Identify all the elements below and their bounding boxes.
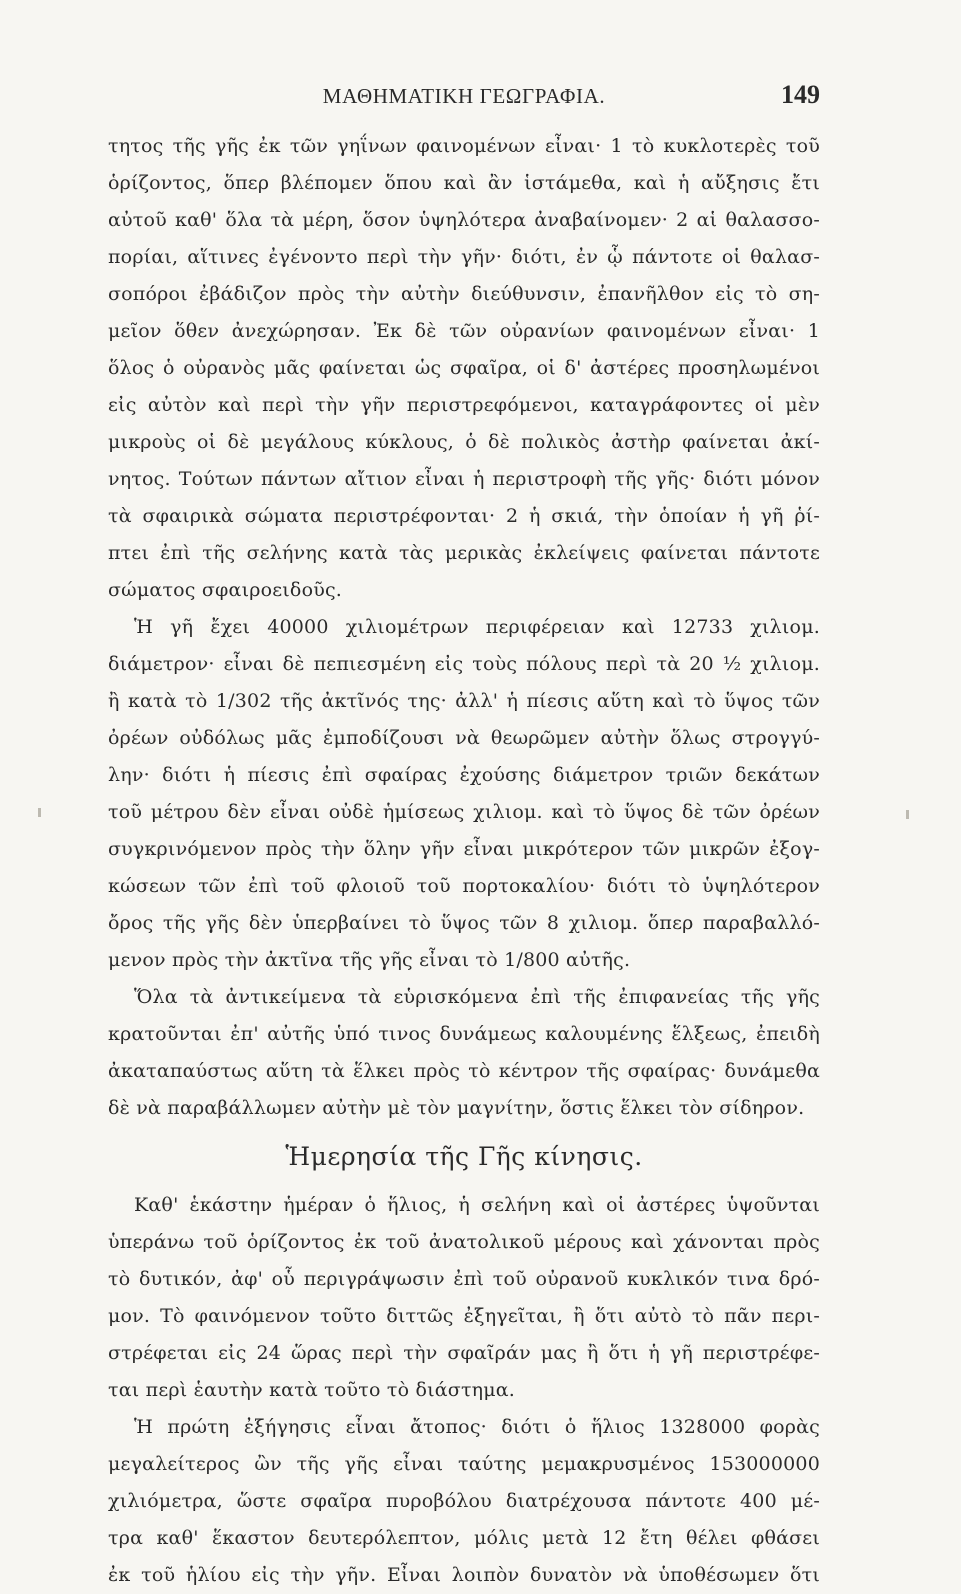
text-line: τὸ δυτικόν, ἀφ' οὗ περιγράψωσιν ἐπὶ τοῦ οὐρανοῦ κυκλικόν τινα δρό- [108,1268,820,1290]
text-line: ἀκαταπαύστως αὕτη τὰ ἕλκει πρὸς τὸ κέντρον τῆς σφαίρας· δυνάμεθα [108,1060,820,1082]
text-line: ται περὶ ἑαυτὴν κατὰ τοῦτο τὸ διάστημα. [108,1379,516,1401]
text-line: τὰ σφαιρικὰ σώματα περιστρέφονται· 2 ἡ σκιά, τὴν ὁποίαν ἡ γῆ ῥί- [108,505,820,527]
text-line: λην· διότι ἡ πίεσις ἐπὶ σφαίρας ἐχούσης διάμετρον τριῶν δεκάτων [108,764,820,786]
page-body [108,128,820,1594]
text-line: συγκρινόμενον πρὸς τὴν ὅλην γῆν εἶναι μικρότερον τῶν μικρῶν ἐξογ- [108,838,820,860]
text-line: Ὅλα τὰ ἀντικείμενα τὰ εὑρισκόμενα ἐπὶ τῆς ἐπιφανείας τῆς γῆς [134,986,820,1008]
text-line: κώσεων τῶν ἐπὶ τοῦ φλοιοῦ τοῦ πορτοκαλίου· διότι τὸ ὑψηλότερον [108,875,820,897]
text-line: σώματος σφαιροειδοῦς. [108,579,343,601]
text-line: νητος. Τούτων πάντων αἴτιον εἶναι ἡ περιστροφὴ τῆς γῆς· διότι μόνον [108,468,820,490]
text-line: μεῖον ὅθεν ἀνεχώρησαν. Ἐκ δὲ τῶν οὐρανίων φαινομένων εἶναι· 1 [108,320,820,342]
page-number: 149 [781,80,820,109]
text-line: ὁρίζοντος, ὅπερ βλέπομεν ὅπου καὶ ἂν ἱστάμεθα, καὶ ἡ αὔξησις ἔτι [108,172,820,194]
text-line: Ἡ πρώτη ἐξήγησις εἶναι ἄτοπος· διότι ὁ ἥλιος 1328000 φορὰς [134,1416,820,1438]
text-line: διάμετρον· εἶναι δὲ πεπιεσμένη εἰς τοὺς πόλους περὶ τὰ 20 ½ χιλιομ. [108,653,820,675]
text-line: στρέφεται εἰς 24 ὥρας περὶ τὴν σφαῖράν μας ἢ ὅτι ἡ γῆ περιστρέφε- [108,1342,820,1364]
text-line: ὄρος τῆς γῆς δὲν ὑπερβαίνει τὸ ὕψος τῶν 8 χιλιομ. ὅπερ παραβαλλό- [108,912,820,934]
text-line: σοπόροι ἐβάδιζον πρὸς τὴν αὐτὴν διεύθυνσιν, ἐπανῆλθον εἰς τὸ ση- [108,283,820,305]
text-line: ὀρέων οὐδόλως μᾶς ἐμποδίζουσι νὰ θεωρῶμεν αὐτὴν ὅλως στρογγύ- [108,727,820,749]
page-header [108,80,820,120]
text-line: τοῦ μέτρου δὲν εἶναι οὐδὲ ἡμίσεως χιλιομ. καὶ τὸ ὕψος δὲ τῶν ὀρέων [108,801,820,823]
text-line: ὅλος ὁ οὐρανὸς μᾶς φαίνεται ὡς σφαῖρα, οἱ δ' ἀστέρες προσηλωμένοι [108,357,820,379]
text-line: αὐτοῦ καθ' ὅλα τὰ μέρη, ὅσον ὑψηλότερα ἀναβαίνομεν· 2 αἱ θαλασσο- [108,209,820,231]
text-line: μον. Τὸ φαινόμενον τοῦτο διττῶς ἐξηγεῖται, ἢ ὅτι αὐτὸ τὸ πᾶν περι- [108,1305,820,1327]
text-line: ὑπεράνω τοῦ ὁρίζοντος ἐκ τοῦ ἀνατολικοῦ μέρους καὶ χάνονται πρὸς [108,1231,820,1253]
text-line: χιλιόμετρα, ὥστε σφαῖρα πυροβόλου διατρέχουσα πάντοτε 400 μέ- [108,1490,820,1512]
margin-speck [38,808,41,817]
text-line: εἰς αὐτὸν καὶ περὶ τὴν γῆν περιστρεφόμενοι, καταγράφοντες οἱ μὲν [108,394,820,416]
text-line: δὲ νὰ παραβάλλωμεν αὐτὴν μὲ τὸν μαγνίτην, ὅστις ἕλκει τὸν σίδηρον. [108,1097,805,1119]
text-line: μενον πρὸς τὴν ἀκτῖνα τῆς γῆς εἶναι τὸ 1/800 αὐτῆς. [108,949,631,971]
running-title: ΜΑΘΗΜΑΤΙΚΗ ΓΕΩΓΡΑΦΙΑ. [322,84,606,108]
text-line: μεγαλείτερος ὢν τῆς γῆς εἶναι ταύτης μεμακρυσμένος 153000000 [108,1453,820,1475]
text-line: κρατοῦνται ἐπ' αὐτῆς ὑπό τινος δυνάμεως καλουμένης ἕλξεως, ἐπειδὴ [108,1023,820,1045]
text-line: μικροὺς οἱ δὲ μεγάλους κύκλους, ὁ δὲ πολικὸς ἀστὴρ φαίνεται ἀκί- [108,431,820,453]
text-line: πορίαι, αἵτινες ἐγένοντο περὶ τὴν γῆν· διότι, ἐν ᾧ πάντοτε οἱ θαλασ- [108,246,820,268]
text-line: πτει ἐπὶ τῆς σελήνης κατὰ τὰς μερικὰς ἐκλείψεις φαίνεται πάντοτε [108,542,820,564]
text-line: Ἡ γῆ ἔχει 40000 χιλιομέτρων περιφέρειαν καὶ 12733 χιλιομ. [134,616,820,638]
text-line: τητος τῆς γῆς ἐκ τῶν γηΐνων φαινομένων εἶναι· 1 τὸ κυκλοτερὲς τοῦ [108,135,820,157]
text-line: τρα καθ' ἕκαστον δευτερόλεπτον, μόλις μετὰ 12 ἔτη θέλει φθάσει [108,1527,820,1549]
margin-speck [906,810,909,819]
text-line: Καθ' ἑκάστην ἡμέραν ὁ ἥλιος, ἡ σελήνη καὶ οἱ ἀστέρες ὑψοῦνται [134,1194,820,1216]
section-heading: Ἡμερησία τῆς Γῆς κίνησις. [285,1142,643,1171]
text-line: ἐκ τοῦ ἡλίου εἰς τὴν γῆν. Εἶναι λοιπὸν δυνατὸν νὰ ὑποθέσωμεν ὅτι [108,1564,820,1586]
text-line: ἢ κατὰ τὸ 1/302 τῆς ἀκτῖνός της· ἀλλ' ἡ πίεσις αὕτη καὶ τὸ ὕψος τῶν [108,690,820,712]
